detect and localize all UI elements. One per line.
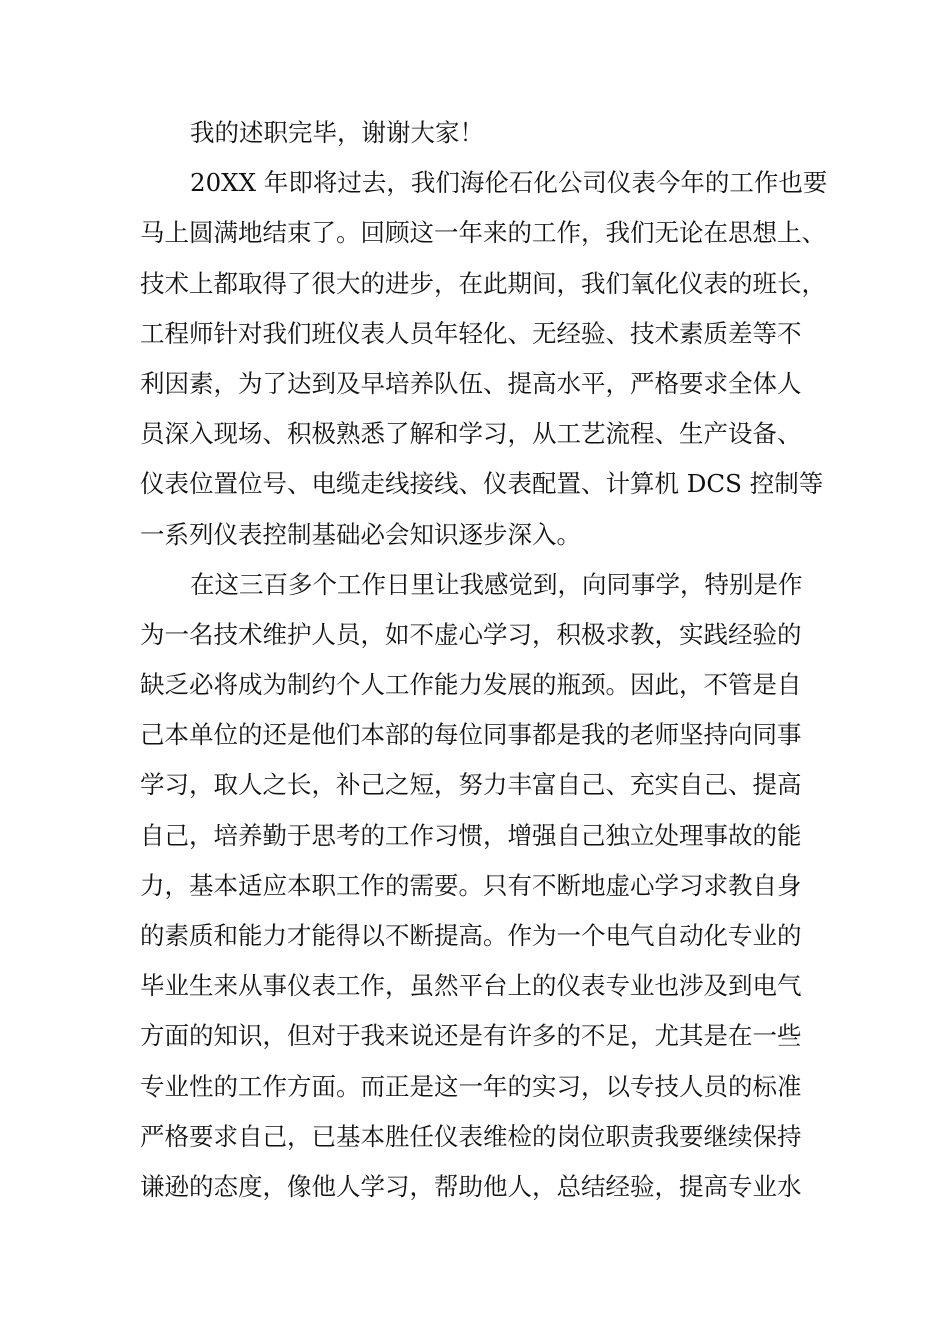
paragraph-3-line-3: 缺乏必将成为制约个人工作能力发展的瓶颈。因此，不管是自 [140,670,802,700]
paragraph-3-line-5: 学习，取人之长，补己之短，努力丰富自己、充实自己、提高 [140,770,802,800]
paragraph-3-line-4: 己本单位的还是他们本部的每位同事都是我的老师坚持向同事 [140,720,802,750]
paragraph-3-line-9: 毕业生来从事仪表工作，虽然平台上的仪表专业也涉及到电气 [140,971,802,1001]
paragraph-2-line-2: 马上圆满地结束了。回顾这一年来的工作，我们无论在思想上、 [140,218,826,248]
paragraph-2-line-1: 20XX 年即将过去，我们海伦石化公司仪表今年的工作也要 [190,168,828,198]
paragraph-1-line-1: 我的述职完毕，谢谢大家！ [190,118,484,147]
paragraph-2-line-7: 仪表位置位号、电缆走线接线、仪表配置、计算机 DCS 控制等 [140,469,824,499]
paragraph-3-line-13: 谦逊的态度，像他人学习，帮助他人，总结经验，提高专业水 [140,1171,802,1201]
paragraph-3-line-6: 自己，培养勤于思考的工作习惯，增强自己独立处理事故的能 [140,820,802,850]
paragraph-3-line-11: 专业性的工作方面。而正是这一年的实习，以专技人员的标准 [140,1071,802,1101]
paragraph-2-line-5: 利因素，为了达到及早培养队伍、提高水平，严格要求全体人 [140,368,802,398]
paragraph-3-line-12: 严格要求自己，已基本胜任仪表维检的岗位职责我要继续保持 [140,1121,802,1151]
paragraph-3-line-1: 在这三百多个工作日里让我感觉到，向同事学，特别是作 [190,569,803,599]
paragraph-3-line-7: 力，基本适应本职工作的需要。只有不断地虚心学习求教自身 [140,870,802,900]
paragraph-3-line-10: 方面的知识，但对于我来说还是有许多的不足，尤其是在一些 [140,1021,802,1051]
paragraph-2-line-6: 员深入现场、积极熟悉了解和学习，从工艺流程、生产设备、 [140,419,802,449]
document-body [140,108,840,1212]
paragraph-3-line-2: 为一名技术维护人员，如不虚心学习，积极求教，实践经验的 [140,619,802,649]
paragraph-2-line-3: 技术上都取得了很大的进步，在此期间，我们氧化仪表的班长， [140,268,826,298]
paragraph-3-line-8: 的素质和能力才能得以不断提高。作为一个电气自动化专业的 [140,921,802,950]
paragraph-2-line-8: 一系列仪表控制基础必会知识逐步深入。 [140,519,581,549]
paragraph-2-line-4: 工程师针对我们班仪表人员年轻化、无经验、技术素质差等不 [140,318,802,348]
